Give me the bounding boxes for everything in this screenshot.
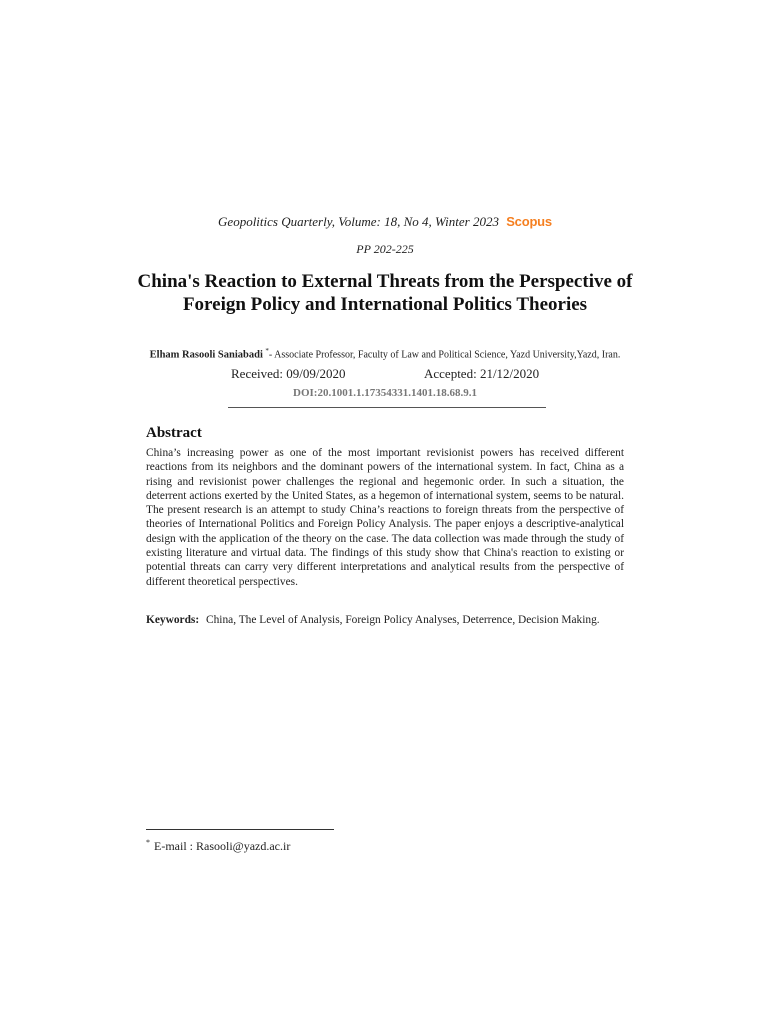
journal-header xyxy=(0,214,770,230)
author-name: Elham Rasooli Saniabadi xyxy=(149,349,263,361)
header-divider xyxy=(228,407,546,408)
footnote-divider xyxy=(146,829,334,830)
paper-title: China's Reaction to External Threats from the Perspective of Foreign Policy and International Politics Theories xyxy=(137,271,633,315)
keywords-text: China, The Level of Analysis, Foreign Policy Analyses, Deterrence, Decision Making. xyxy=(206,614,600,626)
footnote-mark: * xyxy=(146,838,150,847)
author-footnote-mark: * xyxy=(265,347,269,355)
footnote-email: E-mail : Rasooli@yazd.ac.ir xyxy=(154,839,291,853)
keywords-label: Keywords: xyxy=(146,614,200,626)
accepted-date: Accepted: 21/12/2020 xyxy=(424,366,540,381)
page-range: PP 202-225 xyxy=(356,242,414,256)
abstract-body: China’s increasing power as one of the most important revisionist powers has received different reactions from its neighbors and the dominant powers of the international system. In fact, China as a rising and revisionist power challenges the regional and hegemonic order. In such a situation, the deterrent actions exerted by the United States, as a hegemon of international system, seems to be natural. The present research is an attempt to study China’s reactions to foreign threats from the perspective of theories of International Politics and Foreign Policy Analysis. The paper enjoys a descriptive-analytical design with the application of the theory on the case. The data collection was made through the study of existing literature and virtual data. The findings of this study show that China's reaction to existing or potential threats can carry very different interpretations and analytical results from the perspective of different theoretical perspectives. xyxy=(146,447,624,588)
abstract-heading: Abstract xyxy=(146,425,202,441)
scopus-logo: Scopus xyxy=(506,214,552,229)
author-line xyxy=(0,347,770,360)
keywords xyxy=(146,613,624,627)
doi: DOI:20.1001.1.17354331.1401.18.68.9.1 xyxy=(293,387,477,399)
journal-citation: Geopolitics Quarterly, Volume: 18, No 4, Winter 2023 xyxy=(218,214,499,229)
author-affiliation: - Associate Professor, Faculty of Law and Political Science, Yazd University,Yazd, Iran. xyxy=(268,349,621,361)
received-date: Received: 09/09/2020 xyxy=(231,366,346,381)
footnote xyxy=(146,838,290,854)
